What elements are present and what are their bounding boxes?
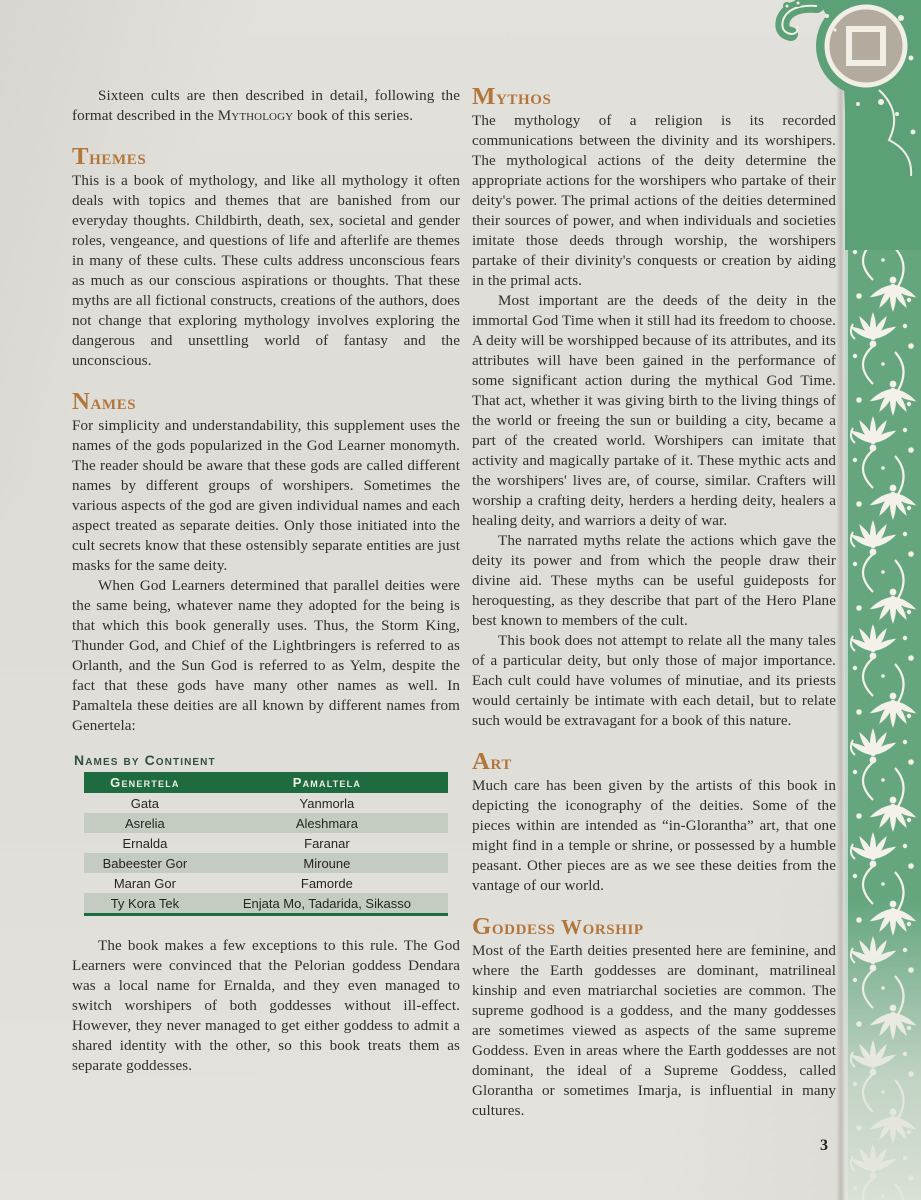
column-header-genertela: Genertela [84, 772, 206, 793]
section-heading-goddess-worship: Goddess Worship [472, 913, 644, 940]
left-column [72, 86, 460, 1076]
cell: Gata [130, 795, 159, 811]
section-heading-themes: Themes [72, 143, 147, 170]
cell: Faranar [304, 835, 350, 851]
exceptions-paragraph: The book makes a few exceptions to this rule. The God Learners were convinced that the Pelorian goddess Dendara was a local name for Ernalda, and they even managed to switch worshipers of both goddesses without ill-effect. However, they never managed to get either goddess to admit a shared identity with the other, so this book treats them as separate goddesses. [72, 938, 460, 1074]
intro-text: Sixteen cults are then described in detail, following the format described in the [72, 88, 460, 124]
table-row [84, 893, 448, 915]
themes-paragraph: This is a book of mythology, and like all mythology it often deals with topics and themes that are banished from our everyday thoughts. Childbirth, death, sex, societal and gender roles, vengeance, and questions of life and afterlife are themes in many of these cults. These cults address unconscious fears as much as our conscious aspirations or thoughts. That these myths are all fictional constructs, creations of the authors, does not change that exploring mythology involves exploring the dangerous and unsettling world of fantasy and the unconscious. [72, 173, 460, 369]
mythos-paragraph-3: The narrated myths relate the actions which gave the deity its power and from which the people draw their divine aid. These myths can be useful guideposts for heroquesting, as they describe that part of the Hero Plane best known to members of the cult. [472, 533, 836, 629]
table-row [84, 873, 448, 893]
cell: Asrelia [84, 813, 206, 833]
right-column [472, 83, 836, 1121]
mythos-paragraph-4: This book does not attempt to relate all the many tales of a particular deity, but only those of major importance. Each cult could have volumes of minutiae, and its priests would certainly be intimate with each detail, but to relate such would be extravagant for a book of this nature. [472, 633, 836, 729]
table-row [84, 853, 448, 873]
cell: Yanmorla [299, 795, 355, 811]
cell: Ty Kora Tek [84, 893, 206, 915]
rune-medallion [827, 7, 905, 85]
intro-paragraph [72, 86, 460, 126]
intro-text-end: book of this series. [293, 108, 414, 124]
cell: Enjata Mo, Tadarida, Sikasso [206, 893, 448, 915]
table-row [84, 833, 448, 853]
section-heading-names: Names [72, 388, 137, 415]
table-title: Names by Continent [74, 752, 216, 768]
cell: Aleshmara [206, 813, 448, 833]
table-row [84, 813, 448, 833]
names-paragraph-1: For simplicity and understandability, this supplement uses the names of the gods popularized in the God Learner monomyth. The reader should be aware that these gods are called different names by different groups of worshipers. Sometimes the various aspects of the god are given individual names and each aspect treated as separate deities. Only those initiated into the cult secrets know that these ostensibly separate entities are just masks for the same deity. [72, 418, 460, 574]
goddess-worship-paragraph: Most of the Earth deities presented here are feminine, and where the Earth goddesses are dominant, matrilineal kinship and even matriarchal societies are common. The supreme godhood is a goddess, and the many goddesses are sometimes viewed as aspects of the same supreme Goddess. Even in areas where the Earth goddesses are not dominant, the ideal of a Supreme Goddess, called Glorantha or sometimes Imarja, is influential in many cultures. [472, 943, 836, 1119]
section-heading-mythos: Mythos [472, 83, 552, 110]
cell: Ernalda [122, 835, 168, 851]
art-paragraph: Much care has been given by the artists of this book in depicting the iconography of the deities. Some of the pieces within are intended as “in-Glorantha” art, that one might find in a temple or shrine, or possessed by a humble peasant. Other pieces are as we see these deities from the vantage of our world. [472, 778, 836, 894]
cell: Babeester Gor [84, 853, 206, 873]
names-paragraph-2: When God Learners determined that parallel deities were the same being, whatever name they adopted for the being is that which this book generally uses. Thus, the Storm King, Thunder God, and Chief of the Lightbringers is referred to as Orlanth, and the Sun God is referred to as Yelm, despite the fact that these gods have many other names as well. In Pamaltela these deities are all known by different names from Genertela: [72, 578, 460, 734]
border-fade [845, 900, 921, 1200]
section-heading-art: Art [472, 748, 513, 775]
column-header-pamaltela: Pamaltela [206, 772, 448, 793]
page-number: 3 [820, 1137, 828, 1154]
table-header-row [84, 772, 448, 793]
names-by-continent-table [74, 752, 460, 916]
cell: Maran Gor [113, 875, 176, 891]
mythos-paragraph-2: Most important are the deeds of the deity in the immortal God Time when it still had its freedom to choose. A deity will be worshipped because of its attributes, and its attributes will have been gained in the performance of some significant action during the mythical God Time. That act, whether it was giving birth to the living things of the world or freeing the sun or building a city, became a part of the created world. Worshipers can imitate that activity and magically partake of it. These mythic acts and the worshipers' lives are, of course, similar. Crafters will worship a crafting deity, herders a herding deity, healers a healing deity, and warriors a deity of war. [472, 293, 836, 529]
smallcaps-book-title: Mythology [217, 108, 294, 124]
cell: Famorde [300, 875, 353, 891]
table-row [84, 793, 448, 813]
cell: Miroune [206, 853, 448, 873]
mythos-paragraph-1: The mythology of a religion is its recorded communications between the divinity and its worshipers. The mythological actions of the deity determine the appropriate actions for the worshipers who partake of their deity's power. The primal actions of the deities determined their sources of power, and when individuals and societies imitate those deeds through worship, the worshipers partake of their divinity's conquests or creation by aiding in the primal acts. [472, 113, 836, 289]
